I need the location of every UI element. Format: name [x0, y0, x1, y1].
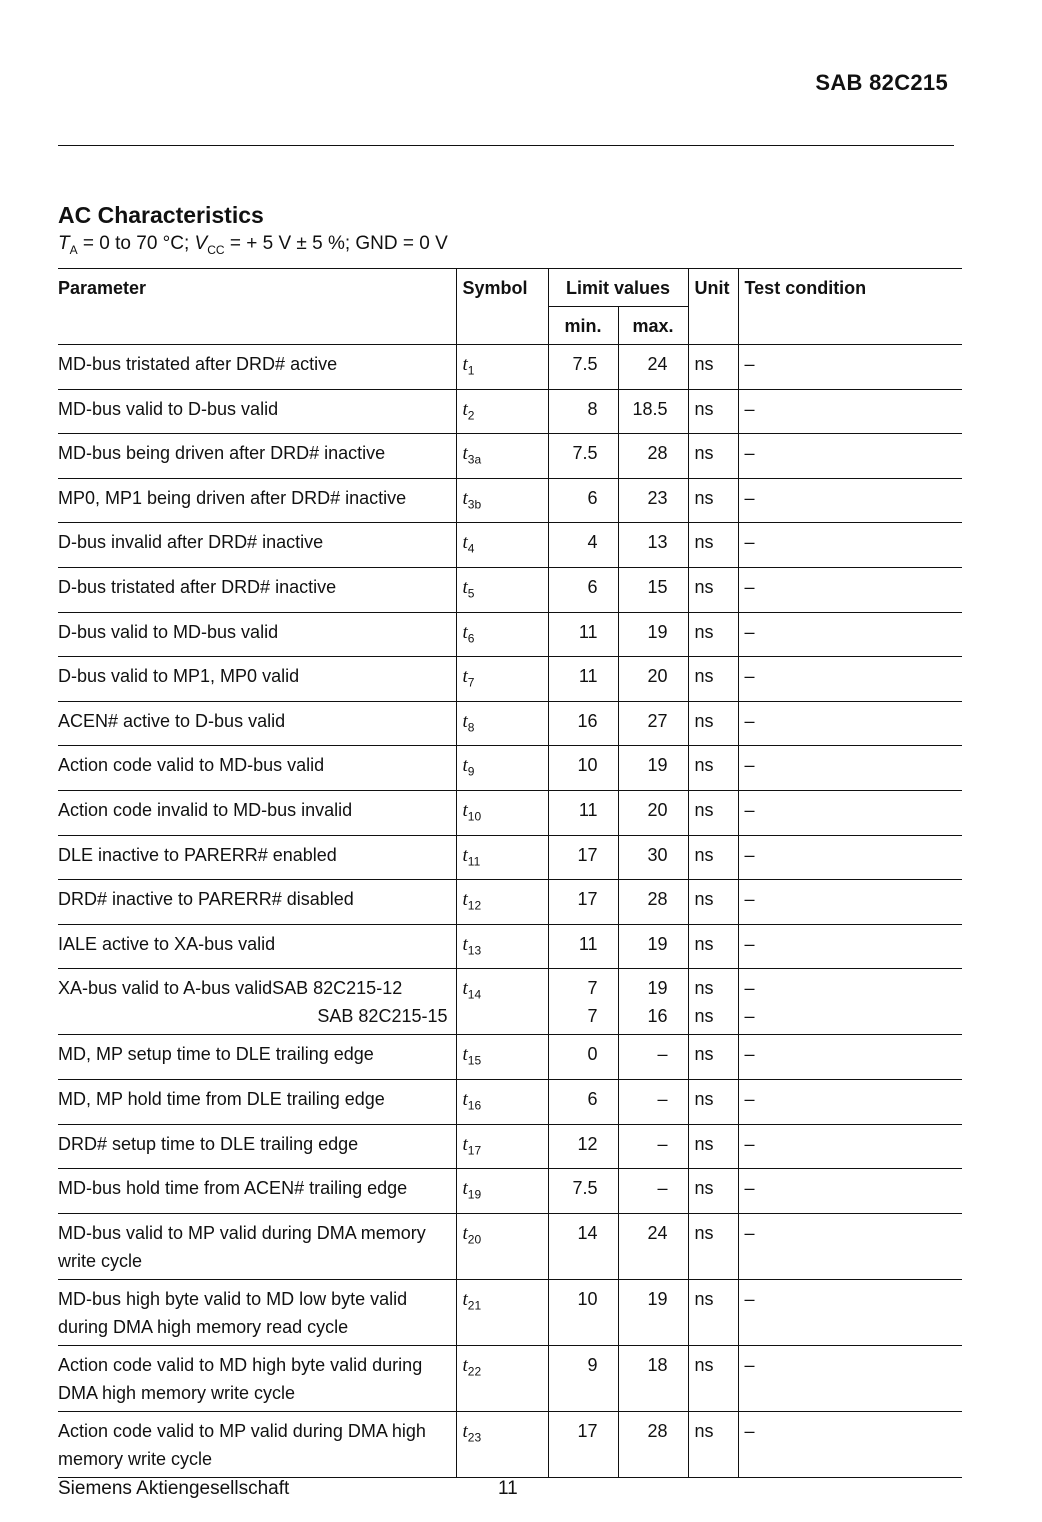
param-cell: MD-bus valid to D-bus valid [58, 389, 456, 434]
max-cell: 18.5 [618, 389, 688, 434]
test-cell: – [738, 1035, 962, 1080]
min-cell: 7.5 [548, 1169, 618, 1214]
symbol-cell [456, 969, 548, 1035]
symbol-subscript: 5 [467, 586, 475, 601]
unit-cell: ns [688, 1079, 738, 1124]
symbol-subscript: 22 [467, 1364, 482, 1379]
param-cell: D-bus tristated after DRD# inactive [58, 567, 456, 612]
test-cell: – [738, 567, 962, 612]
max-cell: 19 [618, 1279, 688, 1345]
unit-cell: ns [688, 1213, 738, 1279]
param-cell: Action code valid to MP valid during DMA high memory write cycle [58, 1411, 456, 1477]
unit-cell: ns [688, 345, 738, 390]
min-cell: 6 [548, 567, 618, 612]
max-cell: 27 [618, 701, 688, 746]
param-cell: D-bus invalid after DRD# inactive [58, 523, 456, 568]
operating-conditions [58, 233, 448, 257]
symbol-letter: t [462, 621, 468, 643]
unit-cell [688, 969, 738, 1035]
table-row [58, 880, 962, 925]
min-cell [548, 969, 618, 1035]
min-cell: 16 [548, 701, 618, 746]
unit-cell: ns [688, 924, 738, 969]
test-cell: – [738, 835, 962, 880]
symbol-letter: t [462, 710, 468, 732]
symbol-letter: t [462, 1178, 468, 1200]
header-parameter: Parameter [58, 269, 456, 345]
unit-cell: ns [688, 1279, 738, 1345]
param-cell: Action code valid to MD high byte valid during DMA high memory write cycle [58, 1345, 456, 1411]
table-row [58, 701, 962, 746]
symbol-subscript: 1 [467, 363, 475, 378]
test-cell: – [738, 478, 962, 523]
param-cell: MD-bus high byte valid to MD low byte valid during DMA high memory read cycle [58, 1279, 456, 1345]
symbol-cell [456, 523, 548, 568]
max-cell: 28 [618, 434, 688, 479]
param-cell [58, 969, 456, 1035]
param-cell: MD-bus valid to MP valid during DMA memory write cycle [58, 1213, 456, 1279]
symbol-letter: t [462, 844, 468, 866]
min-cell: 7.5 [548, 345, 618, 390]
symbol-cell [456, 835, 548, 880]
ta-condition: = 0 to 70 °C; [77, 233, 195, 254]
symbol-cell [456, 612, 548, 657]
max-cell: 28 [618, 880, 688, 925]
param-cell: DRD# setup time to DLE trailing edge [58, 1124, 456, 1169]
param-cell: DRD# inactive to PARERR# disabled [58, 880, 456, 925]
unit-cell: ns [688, 701, 738, 746]
min-cell: 10 [548, 746, 618, 791]
symbol-cell [456, 746, 548, 791]
symbol-cell [456, 434, 548, 479]
test-value-1: – [744, 978, 755, 999]
min-cell: 17 [548, 835, 618, 880]
unit-cell: ns [688, 478, 738, 523]
param-variant-2: SAB 82C215-15 [317, 1006, 448, 1027]
max-cell: – [618, 1035, 688, 1080]
table-body-a [58, 345, 962, 969]
max-cell: 13 [618, 523, 688, 568]
symbol-cell [456, 1079, 548, 1124]
table-row [58, 790, 962, 835]
symbol-letter: t [462, 1222, 468, 1244]
header-limit-values: Limit values [548, 269, 688, 307]
min-cell: 6 [548, 478, 618, 523]
header-min: min. [548, 307, 618, 345]
symbol-cell [456, 478, 548, 523]
unit-cell: ns [688, 790, 738, 835]
table-row [58, 1345, 962, 1411]
test-cell: – [738, 1124, 962, 1169]
header-test-condition: Test condition [738, 269, 962, 345]
page-number: 11 [498, 1478, 518, 1499]
max-cell: 19 [618, 612, 688, 657]
param-text: XA-bus valid to A-bus valid [58, 978, 273, 999]
max-value-1: 19 [647, 978, 668, 999]
max-cell: 24 [618, 1213, 688, 1279]
table-row [58, 835, 962, 880]
max-cell: 24 [618, 345, 688, 390]
unit-cell: ns [688, 1169, 738, 1214]
min-cell: 6 [548, 1079, 618, 1124]
symbol-subscript: 14 [467, 987, 482, 1002]
param-cell: D-bus valid to MP1, MP0 valid [58, 657, 456, 702]
table-row [58, 567, 962, 612]
test-cell: – [738, 701, 962, 746]
test-cell [738, 969, 962, 1035]
header-divider [58, 145, 954, 146]
test-cell: – [738, 1213, 962, 1279]
table-row [58, 1279, 962, 1345]
param-cell: MD-bus being driven after DRD# inactive [58, 434, 456, 479]
min-value-2: 7 [587, 1006, 598, 1027]
test-cell: – [738, 612, 962, 657]
param-cell: MD-bus tristated after DRD# active [58, 345, 456, 390]
min-cell: 17 [548, 880, 618, 925]
unit-cell: ns [688, 1345, 738, 1411]
symbol-subscript: 17 [467, 1143, 482, 1158]
ta-symbol: T [58, 233, 70, 254]
unit-cell: ns [688, 657, 738, 702]
unit-cell: ns [688, 1411, 738, 1477]
symbol-cell [456, 701, 548, 746]
symbol-cell [456, 1169, 548, 1214]
table-row [58, 657, 962, 702]
symbol-letter: t [462, 443, 468, 465]
symbol-letter: t [462, 1088, 468, 1110]
max-cell: – [618, 1124, 688, 1169]
unit-value-1: ns [694, 978, 714, 999]
symbol-subscript: 3a [467, 452, 482, 467]
unit-cell: ns [688, 1124, 738, 1169]
symbol-cell [456, 657, 548, 702]
test-cell: – [738, 1411, 962, 1477]
test-cell: – [738, 746, 962, 791]
max-cell: 18 [618, 1345, 688, 1411]
symbol-cell [456, 1124, 548, 1169]
table-row [58, 1411, 962, 1477]
param-variant-1: SAB 82C215-12 [272, 978, 403, 999]
unit-cell: ns [688, 880, 738, 925]
symbol-letter: t [462, 889, 468, 911]
test-cell: – [738, 790, 962, 835]
param-cell: MD, MP setup time to DLE trailing edge [58, 1035, 456, 1080]
max-cell: 30 [618, 835, 688, 880]
test-cell: – [738, 924, 962, 969]
min-cell: 11 [548, 612, 618, 657]
symbol-cell [456, 345, 548, 390]
max-cell: – [618, 1169, 688, 1214]
table-row [58, 434, 962, 479]
unit-cell: ns [688, 567, 738, 612]
param-cell: MP0, MP1 being driven after DRD# inactive [58, 478, 456, 523]
symbol-cell [456, 1279, 548, 1345]
table-row [58, 924, 962, 969]
header-max: max. [618, 307, 688, 345]
max-cell: 19 [618, 924, 688, 969]
symbol-cell [456, 1213, 548, 1279]
min-cell: 4 [548, 523, 618, 568]
symbol-subscript: 16 [467, 1098, 482, 1113]
table-row [58, 1079, 962, 1124]
symbol-letter: t [462, 576, 468, 598]
symbol-letter: t [462, 933, 468, 955]
symbol-letter: t [462, 487, 468, 509]
symbol-subscript: 20 [467, 1232, 482, 1247]
table-row [58, 523, 962, 568]
param-cell: MD-bus hold time from ACEN# trailing edge [58, 1169, 456, 1214]
footer-company: Siemens Aktiengesellschaft [58, 1478, 290, 1499]
unit-cell: ns [688, 835, 738, 880]
vcc-symbol: V [194, 233, 208, 254]
max-cell: 20 [618, 790, 688, 835]
symbol-letter: t [462, 799, 468, 821]
header-symbol: Symbol [456, 269, 548, 345]
max-cell: – [618, 1079, 688, 1124]
max-value-2: 16 [647, 1006, 668, 1027]
symbol-cell [456, 1345, 548, 1411]
min-cell: 11 [548, 657, 618, 702]
symbol-subscript: 6 [467, 631, 475, 646]
max-cell: 20 [618, 657, 688, 702]
test-cell: – [738, 345, 962, 390]
unit-value-2: ns [694, 1006, 714, 1027]
symbol-cell [456, 790, 548, 835]
min-cell: 0 [548, 1035, 618, 1080]
table-row [58, 1124, 962, 1169]
unit-cell: ns [688, 1035, 738, 1080]
test-cell: – [738, 1079, 962, 1124]
symbol-cell [456, 1411, 548, 1477]
ac-characteristics-table [58, 268, 962, 1478]
symbol-subscript: 3b [467, 497, 482, 512]
symbol-subscript: 21 [467, 1298, 482, 1313]
max-cell: 19 [618, 746, 688, 791]
document-part-number: SAB 82C215 [815, 70, 948, 95]
min-cell: 8 [548, 389, 618, 434]
max-cell: 23 [618, 478, 688, 523]
table-body-row14 [58, 969, 962, 1035]
symbol-subscript: 12 [467, 898, 482, 913]
min-value-1: 7 [587, 978, 598, 999]
symbol-cell [456, 389, 548, 434]
min-cell: 11 [548, 790, 618, 835]
symbol-letter: t [462, 1354, 468, 1376]
unit-cell: ns [688, 746, 738, 791]
param-cell: Action code invalid to MD-bus invalid [58, 790, 456, 835]
symbol-letter: t [462, 532, 468, 554]
table-row [58, 1169, 962, 1214]
symbol-cell [456, 1035, 548, 1080]
test-cell: – [738, 1279, 962, 1345]
symbol-subscript: 8 [467, 720, 475, 735]
min-cell: 12 [548, 1124, 618, 1169]
test-cell: – [738, 389, 962, 434]
min-cell: 10 [548, 1279, 618, 1345]
symbol-subscript: 15 [467, 1053, 482, 1068]
unit-cell: ns [688, 389, 738, 434]
ta-subscript: A [69, 242, 78, 257]
symbol-subscript: 2 [467, 408, 475, 423]
symbol-cell [456, 924, 548, 969]
symbol-letter: t [462, 1133, 468, 1155]
table-row [58, 746, 962, 791]
symbol-letter: t [462, 666, 468, 688]
param-cell: IALE active to XA-bus valid [58, 924, 456, 969]
table-row [58, 1035, 962, 1080]
test-value-2: – [744, 1006, 755, 1027]
section-title: AC Characteristics [58, 202, 264, 228]
param-cell: MD, MP hold time from DLE trailing edge [58, 1079, 456, 1124]
symbol-subscript: 11 [467, 854, 481, 869]
param-cell: ACEN# active to D-bus valid [58, 701, 456, 746]
test-cell: – [738, 1169, 962, 1214]
unit-cell: ns [688, 612, 738, 657]
symbol-letter: t [462, 1420, 468, 1442]
table-row [58, 969, 962, 1035]
param-cell: D-bus valid to MD-bus valid [58, 612, 456, 657]
test-cell: – [738, 523, 962, 568]
param-cell: Action code valid to MD-bus valid [58, 746, 456, 791]
symbol-letter: t [462, 1288, 468, 1310]
min-cell: 14 [548, 1213, 618, 1279]
table-row [58, 612, 962, 657]
symbol-subscript: 19 [467, 1187, 482, 1202]
symbol-subscript: 23 [467, 1430, 482, 1445]
symbol-letter: t [462, 1044, 468, 1066]
symbol-letter: t [462, 398, 468, 420]
symbol-letter: t [462, 978, 468, 1000]
test-cell: – [738, 1345, 962, 1411]
symbol-letter: t [462, 354, 468, 375]
symbol-subscript: 10 [467, 809, 482, 824]
min-cell: 11 [548, 924, 618, 969]
vcc-condition: = + 5 V ± 5 %; GND = 0 V [224, 233, 448, 254]
symbol-subscript: 4 [467, 541, 475, 556]
test-cell: – [738, 434, 962, 479]
table-row [58, 478, 962, 523]
table-body-b [58, 1035, 962, 1477]
symbol-cell [456, 880, 548, 925]
min-cell: 9 [548, 1345, 618, 1411]
max-cell: 28 [618, 1411, 688, 1477]
symbol-cell [456, 567, 548, 612]
unit-cell: ns [688, 434, 738, 479]
symbol-subscript: 13 [467, 943, 482, 958]
table-row [58, 389, 962, 434]
table-row [58, 1213, 962, 1279]
max-cell [618, 969, 688, 1035]
unit-cell: ns [688, 523, 738, 568]
test-cell: – [738, 657, 962, 702]
min-cell: 17 [548, 1411, 618, 1477]
vcc-subscript: CC [207, 242, 225, 257]
max-cell: 15 [618, 567, 688, 612]
symbol-subscript: 7 [467, 675, 475, 690]
param-cell: DLE inactive to PARERR# enabled [58, 835, 456, 880]
min-cell: 7.5 [548, 434, 618, 479]
table-row [58, 345, 962, 390]
header-unit: Unit [688, 269, 738, 345]
test-cell: – [738, 880, 962, 925]
symbol-subscript: 9 [467, 764, 475, 779]
symbol-letter: t [462, 755, 468, 777]
